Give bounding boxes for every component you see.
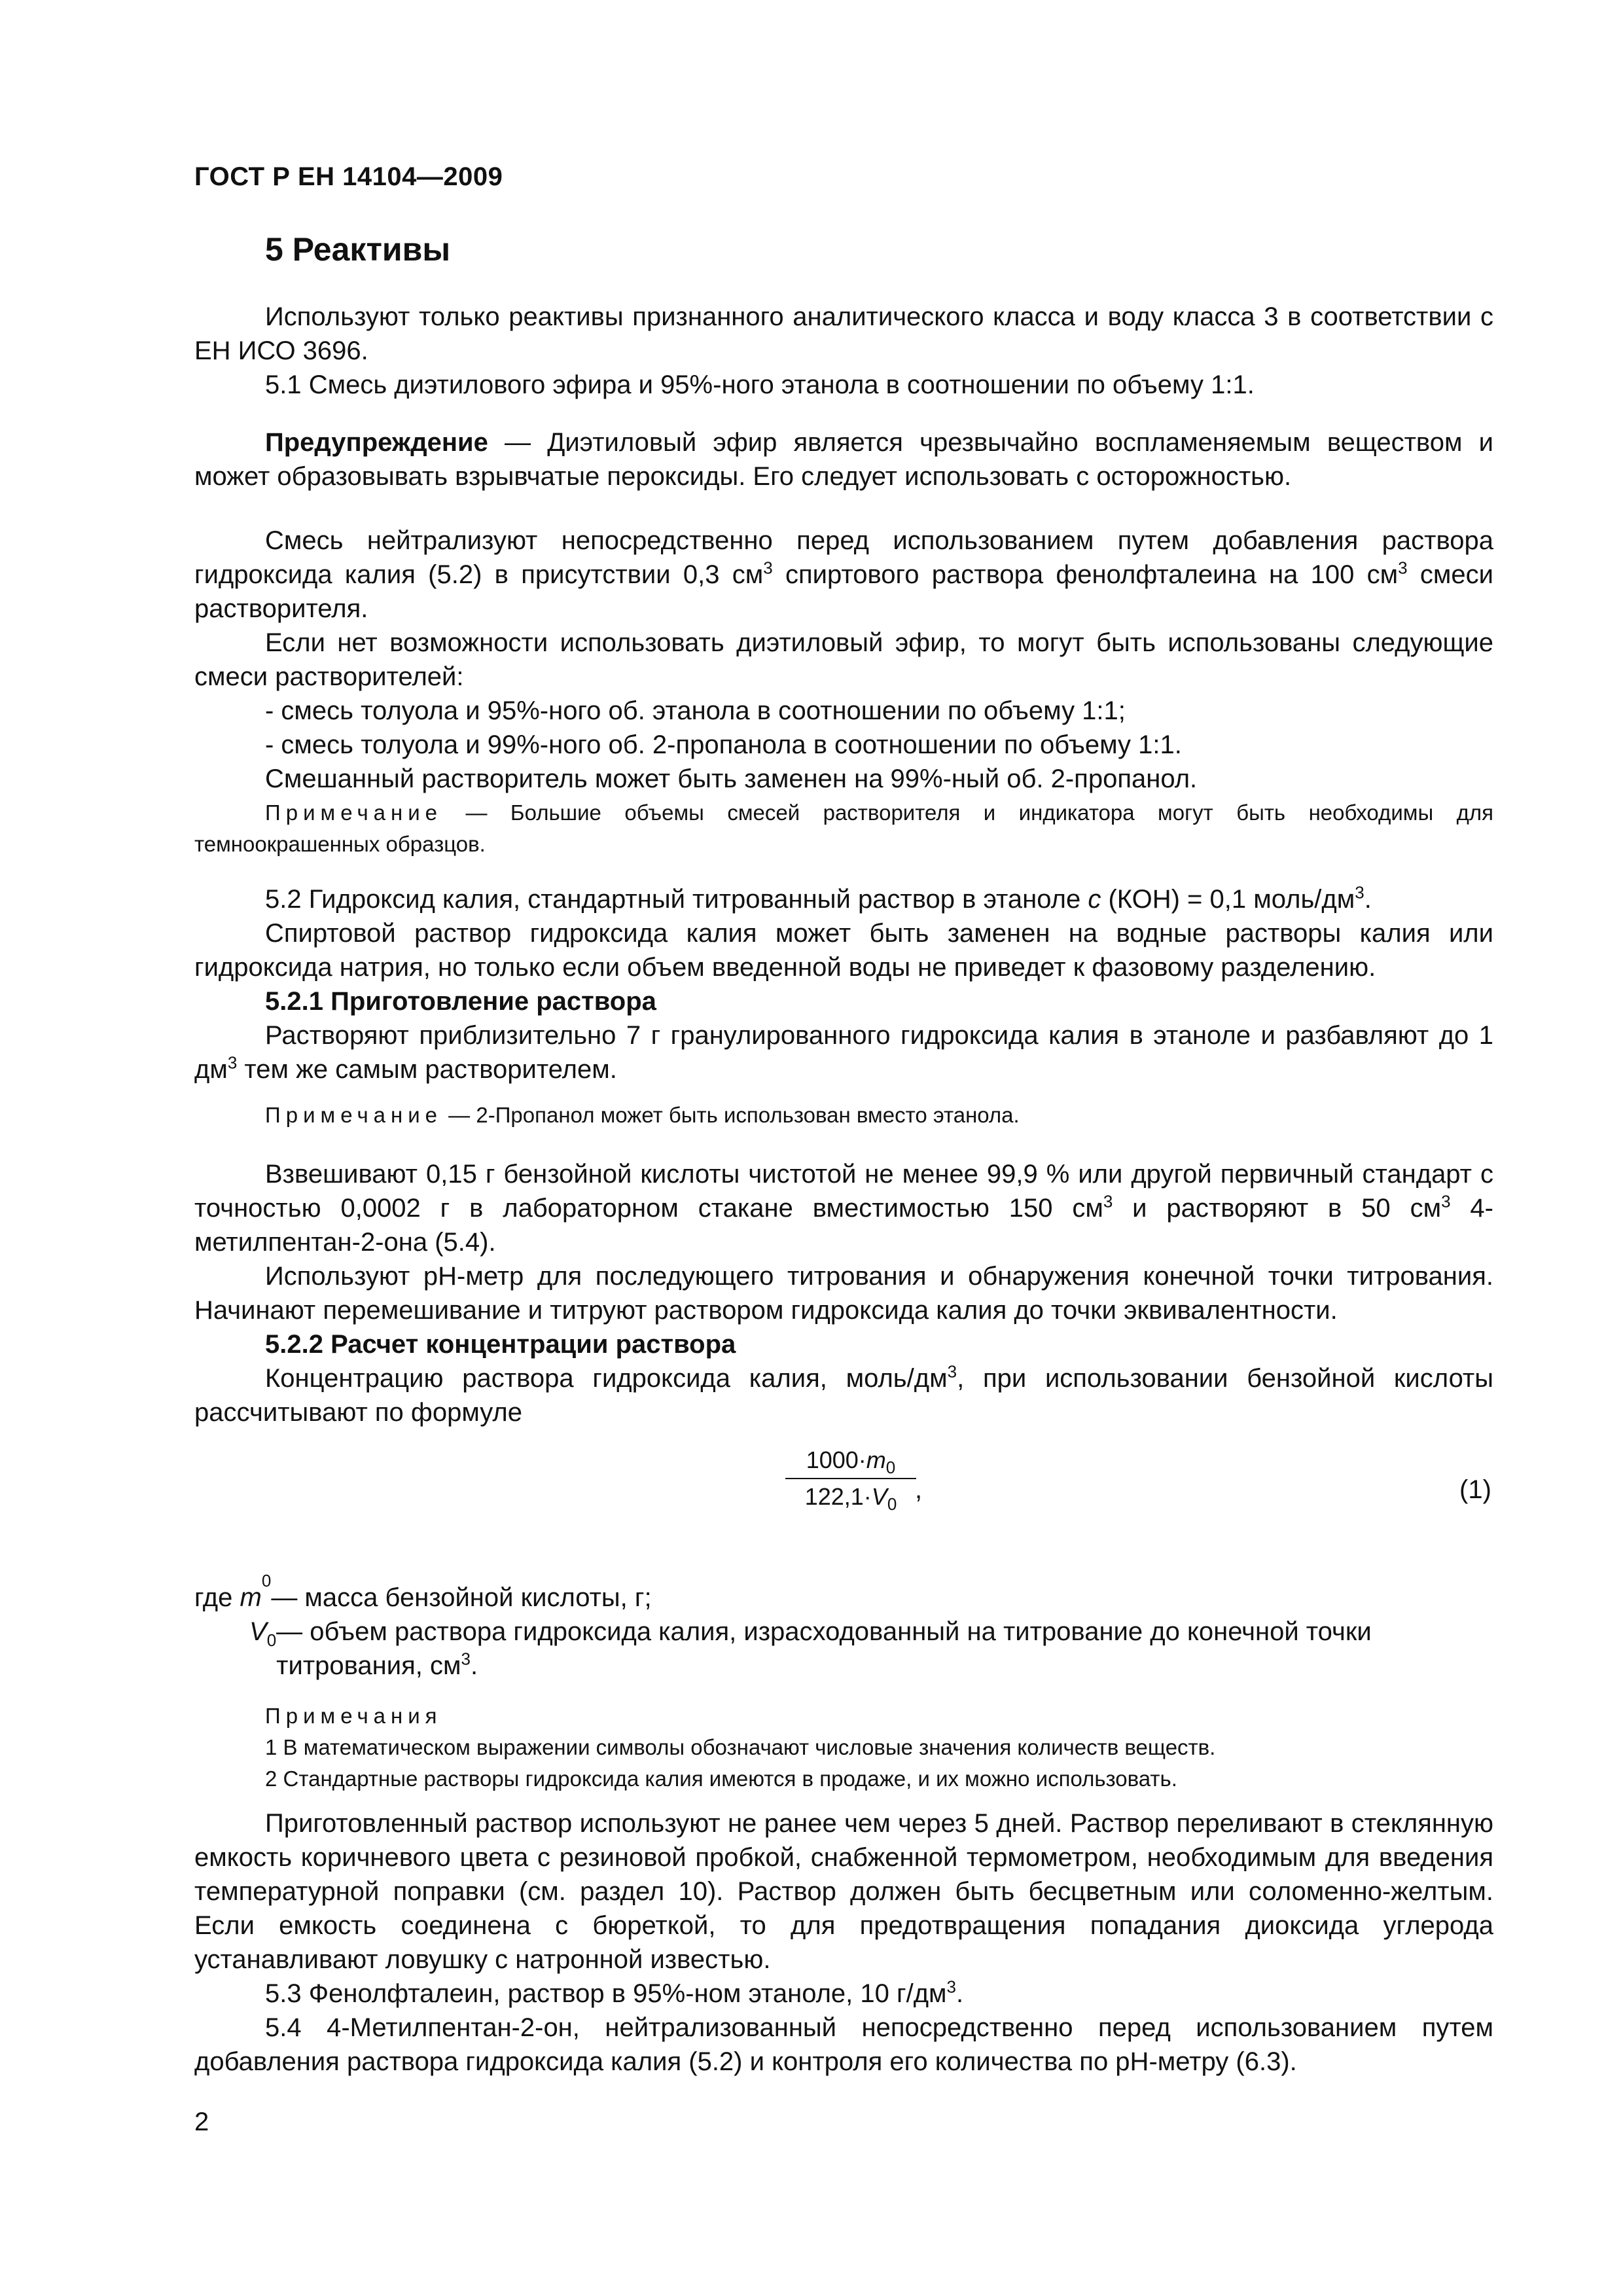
paragraph-5-3 xyxy=(194,1977,1493,2011)
text-fragment: Смесь нейтрализуют непосредственно перед использованием путем добавления раствора гидроксида калия (5.2) в присутствии 0,3 см xyxy=(194,526,1493,589)
italic-symbol: m xyxy=(866,1446,886,1473)
document-code-header: ГОСТ Р ЕН 14104—2009 xyxy=(194,162,503,191)
paragraph-5-1: 5.1 Смесь диэтилового эфира и 95%-ного этанола в соотношении по объему 1:1. xyxy=(265,370,1255,399)
superscript: 3 xyxy=(461,1649,471,1669)
heading-text: 5.2.1 Приготовление раствора xyxy=(265,987,656,1016)
section-title: 5 Реактивы xyxy=(265,231,451,268)
text-fragment: 122,1· xyxy=(804,1483,872,1510)
formula-numerator xyxy=(785,1446,916,1479)
italic-symbol: V xyxy=(871,1483,887,1510)
text-fragment: 1000· xyxy=(806,1446,866,1473)
text-fragment: 5.3 Фенолфталеин, раствор в 95%-ном этаноле, 10 г/дм xyxy=(265,1979,947,2008)
superscript: 3 xyxy=(947,1361,957,1382)
legend-intro: где xyxy=(194,1583,233,1612)
note-item: 1 В математическом выражении символы обозначают числовые значения количеств веществ. xyxy=(265,1735,1216,1759)
formula-fraction xyxy=(785,1446,916,1515)
superscript: 3 xyxy=(227,1052,238,1073)
warning-paragraph xyxy=(194,425,1493,493)
warning-block xyxy=(194,425,1493,493)
superscript: 3 xyxy=(763,558,773,578)
text-fragment: . xyxy=(956,1979,964,2008)
formula-number: (1) xyxy=(1459,1475,1491,1504)
subscript: 0 xyxy=(266,1630,277,1650)
paragraph-prepared: Приготовленный раствор используют не ранее чем через 5 дней. Раствор переливают в стеклянную емкость коричневого цвета с резиновой пробкой, снабженной термометром, необходимым для введения температурной поправки (см. раздел 10). Раствор должен быть бесцветным или соломенно-желтым. Если емкость соединена с бюреткой, то для предотвращения попадания диоксида углерода устанавливают ловушку с натронной известью. xyxy=(194,1809,1493,1974)
paragraph-5-2 xyxy=(194,882,1493,916)
page-number: 2 xyxy=(194,2108,209,2136)
note-item: 2 Стандартные растворы гидроксида калия имеются в продаже, и их можно использовать. xyxy=(265,1767,1177,1791)
superscript: 3 xyxy=(1441,1191,1451,1211)
final-block xyxy=(194,1806,1493,2079)
paragraph-5-4: 5.4 4-Метилпентан-2-он, нейтрализованный непосредственно перед использованием путем добавления раствора гидроксида калия (5.2) и контроля его количества по pH-метру (6.3). xyxy=(194,2013,1493,2076)
text-fragment: смеси растворителя. xyxy=(194,560,1494,623)
text-fragment: . xyxy=(470,1651,478,1680)
heading-5-2-1 xyxy=(194,984,1493,1018)
section-intro-block xyxy=(194,300,1493,402)
formula-legend xyxy=(194,1571,1493,1683)
weighing-block xyxy=(194,1157,1493,1429)
paragraph-weighing xyxy=(194,1157,1493,1259)
text-fragment: Растворяют приблизительно 7 г гранулированного гидроксида калия в этаноле и разбавляют до 1 дм xyxy=(194,1021,1493,1084)
text-fragment: Взвешивают 0,15 г бензойной кислоты чистотой не менее 99,9 % или другой первичный стандарт с точностью 0,0002 г в лабораторном стакане вместимостью 150 см xyxy=(194,1160,1493,1223)
note-2 xyxy=(194,1100,1493,1131)
notes-label: Примечания xyxy=(265,1704,442,1728)
note-1-block xyxy=(194,797,1493,860)
note-1 xyxy=(194,797,1493,860)
subscript: 0 xyxy=(887,1494,897,1515)
warning-text: — Диэтиловый эфир является чрезвычайно воспламеняемым веществом и может образовывать взрывчатые пероксиды. Его следует использовать с осторожностью. xyxy=(194,428,1493,491)
superscript: 3 xyxy=(1398,558,1408,578)
text-fragment: спиртового раствора фенолфталеина на 100 см xyxy=(772,560,1399,589)
notes-3-block xyxy=(194,1700,1493,1795)
text-fragment: . xyxy=(1364,885,1372,914)
italic-symbol: V xyxy=(249,1617,267,1646)
paragraph-concentration xyxy=(194,1361,1493,1429)
text-fragment: Концентрацию раствора гидроксида калия, моль/дм xyxy=(265,1364,948,1393)
heading-5-2-2 xyxy=(194,1327,1493,1361)
superscript: 3 xyxy=(946,1977,957,1997)
subscript: 0 xyxy=(261,1571,272,1590)
italic-symbol: c xyxy=(1088,885,1101,914)
superscript: 3 xyxy=(1355,882,1364,903)
warning-label: Предупреждение xyxy=(265,428,488,457)
heading-text: 5.2.2 Расчет концентрации раствора xyxy=(265,1330,736,1359)
note-label: Примечание xyxy=(265,800,443,825)
paragraph-ph-meter: Используют pH-метр для последующего титрования и обнаружения конечной точки титрования. Начинают перемешивание и титруют раствором гидроксида калия до точки эквивалентности. xyxy=(194,1262,1493,1325)
legend-text xyxy=(276,1615,1493,1683)
subscript: 0 xyxy=(885,1458,896,1478)
formula-denominator xyxy=(785,1479,916,1515)
italic-symbol: m xyxy=(240,1583,262,1612)
formula-comma: , xyxy=(915,1475,923,1504)
text-fragment: , при использовании бензойной кислоты рассчитывают по формуле xyxy=(194,1364,1494,1427)
paragraph-alternatives: Если нет возможности использовать диэтиловый эфир, то могут быть использованы следующие смеси растворителей: xyxy=(194,628,1493,691)
text-fragment: 5.2 Гидроксид калия, стандартный титрованный раствор в этаноле xyxy=(265,885,1088,914)
section-5-2-block xyxy=(194,882,1493,1086)
text-fragment: и растворяют в 50 см xyxy=(1113,1194,1442,1223)
paragraph-mixed-solvent: Смешанный растворитель может быть заменен на 99%-ный об. 2-пропанол. xyxy=(265,764,1198,793)
note-2-block xyxy=(194,1100,1493,1131)
paragraph-5-2-1 xyxy=(194,1018,1493,1086)
text-fragment: 4-метилпентан-2-она (5.4). xyxy=(194,1194,1493,1257)
paragraph-5-2-b: Спиртовой раствор гидроксида калия может быть заменен на водные растворы калия или гидроксида натрия, но только если объем введенной воды не приведет к фазовому разделению. xyxy=(194,919,1493,982)
text-fragment: — объем раствора гидроксида калия, израсходованный на титрование до конечной точки титрования, см xyxy=(276,1617,1372,1680)
neutralization-block xyxy=(194,524,1493,796)
legend-row-v0 xyxy=(194,1615,1493,1683)
legend-row-m0 xyxy=(194,1571,1493,1615)
text-fragment: (КОН) = 0,1 моль/дм xyxy=(1101,885,1355,914)
paragraph-intro: Используют только реактивы признанного аналитического класса и воду класса 3 в соответствии с ЕН ИСО 3696. xyxy=(194,302,1493,365)
paragraph-neutralization xyxy=(194,524,1493,626)
legend-text: — масса бензойной кислоты, г; xyxy=(271,1583,652,1612)
note-text: — Большие объемы смесей растворителя и индикатора могут быть необходимы для темноокрашенных образцов. xyxy=(194,800,1493,856)
note-text: — 2-Пропанол может быть использован вместо этанола. xyxy=(442,1103,1020,1127)
text-fragment: тем же самым растворителем. xyxy=(237,1055,617,1084)
list-item: - смесь толуола и 95%-ного об. этанола в соотношении по объему 1:1; xyxy=(265,696,1126,725)
superscript: 3 xyxy=(1103,1191,1113,1211)
list-item: - смесь толуола и 99%-ного об. 2-пропанола в соотношении по объему 1:1. xyxy=(265,730,1182,759)
note-label: Примечание xyxy=(265,1103,443,1127)
